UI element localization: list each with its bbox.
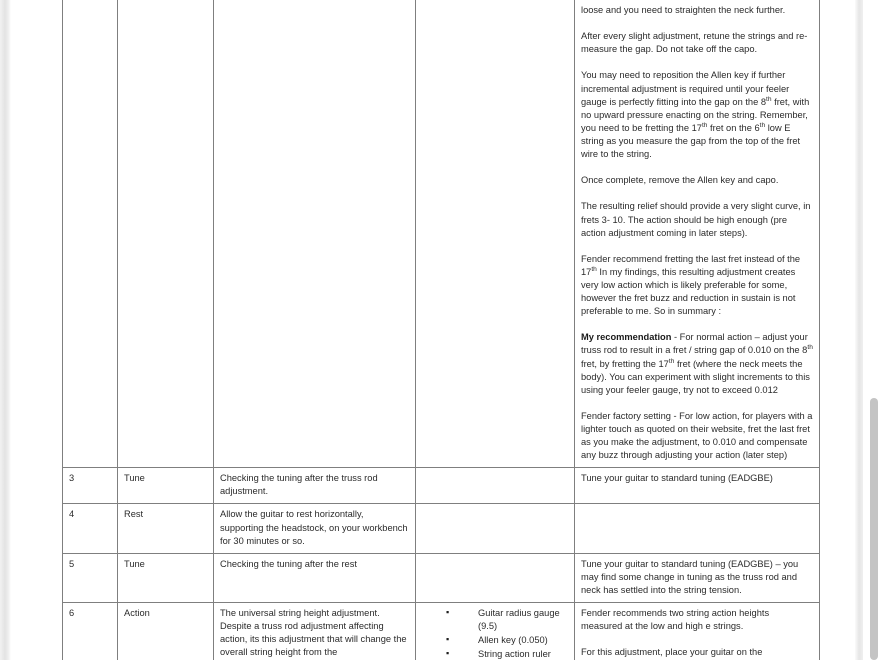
cell-stage: Tune [118,553,214,602]
cell-stage: Rest [118,504,214,553]
cell-tools [416,603,575,660]
cell-description: Checking the tuning after the truss rod adjustment. [214,468,416,504]
table-row [63,468,820,504]
tool-list [422,607,568,660]
table-row-continued [63,0,820,468]
note-paragraph: Once complete, remove the Allen key and capo. [581,175,779,186]
document-page [11,0,855,660]
cell-stage: Action [118,603,214,660]
cell-description: Allow the guitar to rest horizontally, supporting the headstock, on your workbench for 30 minutes or so. [214,504,416,553]
note-paragraph: You may need to reposition the Allen key if further incremental adjustment is required until your feeler gauge is perfectly fitting into the gap on the 8th fret, with no upward pressure enacting on the string. Remember, you need to be fretting the 17th fret on the 6th low E string as you measure the gap from the top of the fret wire to the string. [581,70,810,160]
list-item: ▪ Guitar radius gauge (9.5) [422,607,568,633]
cell-notes: Tune your guitar to standard tuning (EADGBE) – you may find some change in tuning as the truss rod and neck has settled into the string tension. [575,553,820,602]
note-paragraph: Fender recommends two string action heights measured at the low and high e strings. [581,608,770,632]
note-paragraph: The resulting relief should provide a very slight curve, in frets 3- 10. The action should be high enough (pre action adjustment coming in later steps). [581,201,811,238]
cell-description: Checking the tuning after the rest [214,553,416,602]
cell-tools [416,553,575,602]
cell-tools [416,468,575,504]
note-paragraph: Fender recommend fretting the last fret instead of the 17th In my findings, this resulting adjustment creates very low action which is likely preferable for some, however the fret buzz and reduction in sustain is not preferable to me. So in summary : [581,253,801,317]
cell-description [214,0,416,468]
note-paragraph: Fender factory setting - For low action, for players with a lighter touch as quoted on their website, fret the last fret as you make the adjustment, to 0.010 and compensate any buzz through adjusting your action (later step) [581,410,813,461]
table-row [63,504,820,553]
cell-number: 3 [63,468,118,504]
page-right-shadow [855,0,863,660]
cell-number: 6 [63,603,118,660]
note-paragraph: For this adjustment, place your guitar on the [581,647,763,658]
cell-stage [118,0,214,468]
list-item: ▪ String action ruler [422,648,568,660]
vertical-scrollbar-thumb[interactable] [870,398,878,660]
note-paragraph: After every slight adjustment, retune the strings and re-measure the gap. Do not take off the capo. [581,31,808,55]
cell-description: The universal string height adjustment. Despite a truss rod adjustment affecting action, its this adjustment that will change the overall string height from the [214,603,416,660]
cell-notes [575,0,820,468]
cell-tools [416,0,575,468]
cell-notes [575,603,820,660]
cell-number: 5 [63,553,118,602]
cell-notes [575,504,820,553]
cell-number: 4 [63,504,118,553]
cell-stage: Tune [118,468,214,504]
recommendation-label: My recommendation [581,332,672,343]
cell-tools [416,504,575,553]
page-left-shadow [0,0,11,660]
note-paragraph-recommendation: My recommendation - For normal action – adjust your truss rod to result in a fret / string gap of 0.010 on the 8th fret, by fretting the 17th fret (where the neck meets the body). You can experiment with slight increments to this using your feeler gauge, try not to exceed 0.012 [581,332,813,395]
cell-number [63,0,118,468]
list-item: ▪ Allen key (0.050) [422,634,568,647]
cell-notes: Tune your guitar to standard tuning (EADGBE) [575,468,820,504]
note-paragraph: loose and you need to straighten the neck further. [581,5,786,15]
vertical-scrollbar-track[interactable] [867,0,880,660]
table-row [63,553,820,602]
table-row [63,603,820,660]
procedure-table [62,0,820,660]
